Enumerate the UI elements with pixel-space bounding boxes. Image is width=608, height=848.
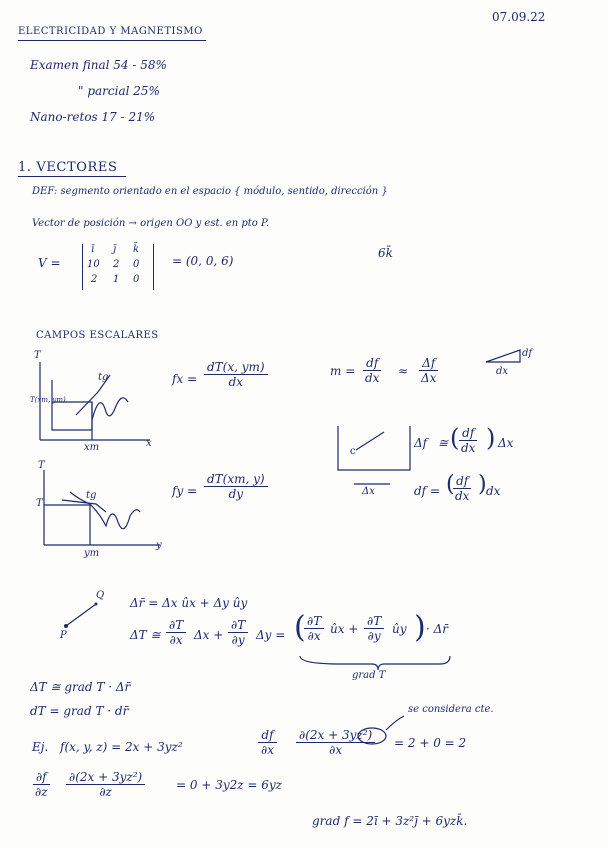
df-eq-num: df — [453, 474, 471, 489]
point-Q-label: Q — [96, 590, 105, 601]
df-eq-tail: dx — [486, 484, 501, 498]
slope-den-1: dx — [365, 371, 380, 385]
graph1-tick-label: T(xm, ym) — [30, 396, 66, 404]
dfdx-frac — [258, 728, 277, 757]
grading-line-3: Nano-retos 17 - 21% — [30, 110, 156, 124]
fy-num: dT(xm, y) — [204, 472, 268, 487]
gradient-eq-1: ΔT ≅ grad T · Δr̄ — [30, 680, 131, 694]
grad-f: grad f = 2ī + 3z²j̄ + 6yzk̄. — [312, 814, 468, 828]
fx-den: dx — [228, 375, 244, 389]
position-vector: Vector de posición → origen OO y est. en pto P. — [32, 218, 269, 229]
brace-label: grad T — [352, 670, 386, 681]
delta-t-lhs: ΔT ≅ — [130, 628, 161, 642]
det-cell: 0 — [133, 274, 140, 285]
dy-term: Δy = — [256, 628, 286, 642]
grad-paren-open: ( — [294, 610, 306, 645]
det-cell: k̄ — [133, 244, 140, 255]
det-cell: 2 — [91, 274, 98, 285]
point-P — [64, 624, 68, 628]
dfdz-mid-den: ∂z — [99, 785, 112, 799]
box-num: df — [459, 426, 477, 441]
graph2-t-label: T — [38, 460, 45, 471]
paren-second-num: ∂T — [364, 614, 384, 629]
dT-dx-num: ∂T — [166, 618, 186, 633]
gradient-vector — [66, 604, 96, 626]
slope-den-2: Δx — [421, 371, 437, 385]
graph1-x-label: x — [146, 438, 152, 449]
fx-num: dT(x, ym) — [204, 360, 268, 375]
dfdz-den: ∂z — [35, 785, 48, 799]
triangle-df: df — [522, 348, 533, 359]
df-paren-open: ( — [446, 472, 455, 497]
fx-lhs: fx = — [172, 372, 198, 386]
graph2-t-tick: T — [36, 498, 43, 509]
paren-first-den: ∂x — [307, 629, 321, 643]
dfdz-num: ∂f — [33, 770, 50, 785]
df-eq-den: dx — [455, 489, 470, 503]
course-title: ELECTRICIDAD Y MAGNETISMO — [18, 26, 203, 37]
point-P-label: P — [60, 630, 67, 641]
dfdz-mid-frac — [66, 770, 145, 799]
df-eq-lhs: df = — [414, 484, 440, 498]
dT-dx-frac — [166, 618, 186, 647]
det-cell: 1 — [113, 274, 120, 285]
delta-box-chord — [356, 432, 384, 450]
fy-frac — [204, 472, 268, 501]
box-paren-open: ( — [450, 424, 460, 452]
graph2-curve — [70, 492, 140, 529]
example-note: se considera cte. — [408, 704, 494, 715]
determinant-lhs: V = — [38, 256, 61, 270]
det-cell: 2 — [113, 259, 120, 270]
det-cell: 10 — [87, 259, 100, 270]
fy-lhs: fy = — [172, 484, 198, 498]
dT-dy-num: ∂T — [228, 618, 248, 633]
graph1-tg-label: tg — [98, 372, 109, 383]
delta-r-eq: Δr̄ = Δx ûx + Δy ûy — [130, 596, 248, 610]
graph2-y-label: y — [156, 540, 162, 551]
slope-frac-2 — [418, 356, 439, 385]
box-den: dx — [461, 441, 476, 455]
grad-paren-close: ) — [414, 610, 426, 645]
dfdx-result: = 2 + 0 = 2 — [394, 736, 467, 750]
gradient-eq-2: dT = grad T · dr̄ — [30, 704, 129, 718]
determinant-result: = (0, 0, 6) — [172, 254, 234, 268]
definition: DEF: segmento orientado en el espacio { módulo, sentido, dirección } — [32, 186, 388, 197]
triangle-dx: dx — [496, 366, 509, 377]
fy-den: dy — [228, 487, 244, 501]
slope-num-2: Δf — [419, 356, 438, 371]
paren-first-tail: ûx + — [330, 622, 359, 636]
det-cell: j̄ — [113, 244, 117, 255]
dfdz-mid-num: ∂(2x + 3yz²) — [66, 770, 145, 785]
dfdx-mid-frac — [296, 728, 375, 757]
df-eq-frac — [452, 474, 472, 503]
box-tail: Δx — [498, 436, 514, 450]
graph2-y-tick: ym — [84, 548, 100, 559]
df-paren-close: ) — [478, 472, 487, 497]
graph1-t-label: T — [34, 350, 41, 361]
slope-num-1: df — [363, 356, 381, 371]
paren-first-num: ∂T — [304, 614, 324, 629]
dT-dy-den: ∂y — [231, 633, 245, 647]
det-cell: 0 — [133, 259, 140, 270]
note-arrow — [386, 716, 404, 730]
example-label: Ej. — [32, 740, 49, 754]
slope-triangle — [486, 350, 520, 362]
scalar-fields-title: CAMPOS ESCALARES — [36, 330, 159, 341]
delta-box — [338, 426, 410, 470]
graph2-tg-label: tg — [86, 490, 97, 501]
box-c: c — [350, 446, 356, 457]
determinant-side: 6k̄ — [378, 246, 393, 260]
grad-brace — [300, 656, 450, 670]
dfdx-den: ∂x — [261, 743, 274, 757]
slope-frac-1 — [362, 356, 382, 385]
det-cell: ī — [91, 244, 95, 255]
paren-first-frac — [304, 614, 324, 643]
box-delta-f: Δf — [414, 436, 428, 450]
box-approx: ≅ — [438, 436, 449, 450]
dT-dx-den: ∂x — [169, 633, 183, 647]
grading-line-1: Examen final 54 - 58% — [30, 58, 167, 72]
grading-line-2: " parcial 25% — [78, 84, 160, 98]
dot-dr: · Δr̄ — [426, 622, 449, 636]
box-frac — [458, 426, 478, 455]
dx-term: Δx + — [194, 628, 224, 642]
section-title: 1. VECTORES — [18, 160, 118, 175]
slope-lhs: m = — [330, 364, 356, 378]
graph1-x-tick: xm — [84, 442, 100, 453]
paren-second-frac — [364, 614, 384, 643]
dfdz-frac — [32, 770, 51, 799]
paren-second-tail: ûy — [392, 622, 407, 636]
example-func: f(x, y, z) = 2x + 3yz² — [60, 740, 183, 754]
fx-frac — [204, 360, 268, 389]
box-paren-close: ) — [486, 424, 496, 452]
paren-second-den: ∂y — [367, 629, 381, 643]
dfdx-mid-den: ∂x — [329, 743, 343, 757]
dfdz-result: = 0 + 3y2z = 6yz — [176, 778, 282, 792]
graph1-curve — [92, 398, 128, 420]
point-Q — [95, 603, 98, 606]
dfdx-num: df — [258, 728, 276, 743]
box-delta-x: Δx — [362, 486, 375, 497]
slope-approx: ≈ — [398, 364, 409, 378]
dfdx-mid-num: ∂(2x + 3yz²) — [296, 728, 375, 743]
dT-dy-frac — [228, 618, 248, 647]
date: 07.09.22 — [492, 10, 546, 24]
